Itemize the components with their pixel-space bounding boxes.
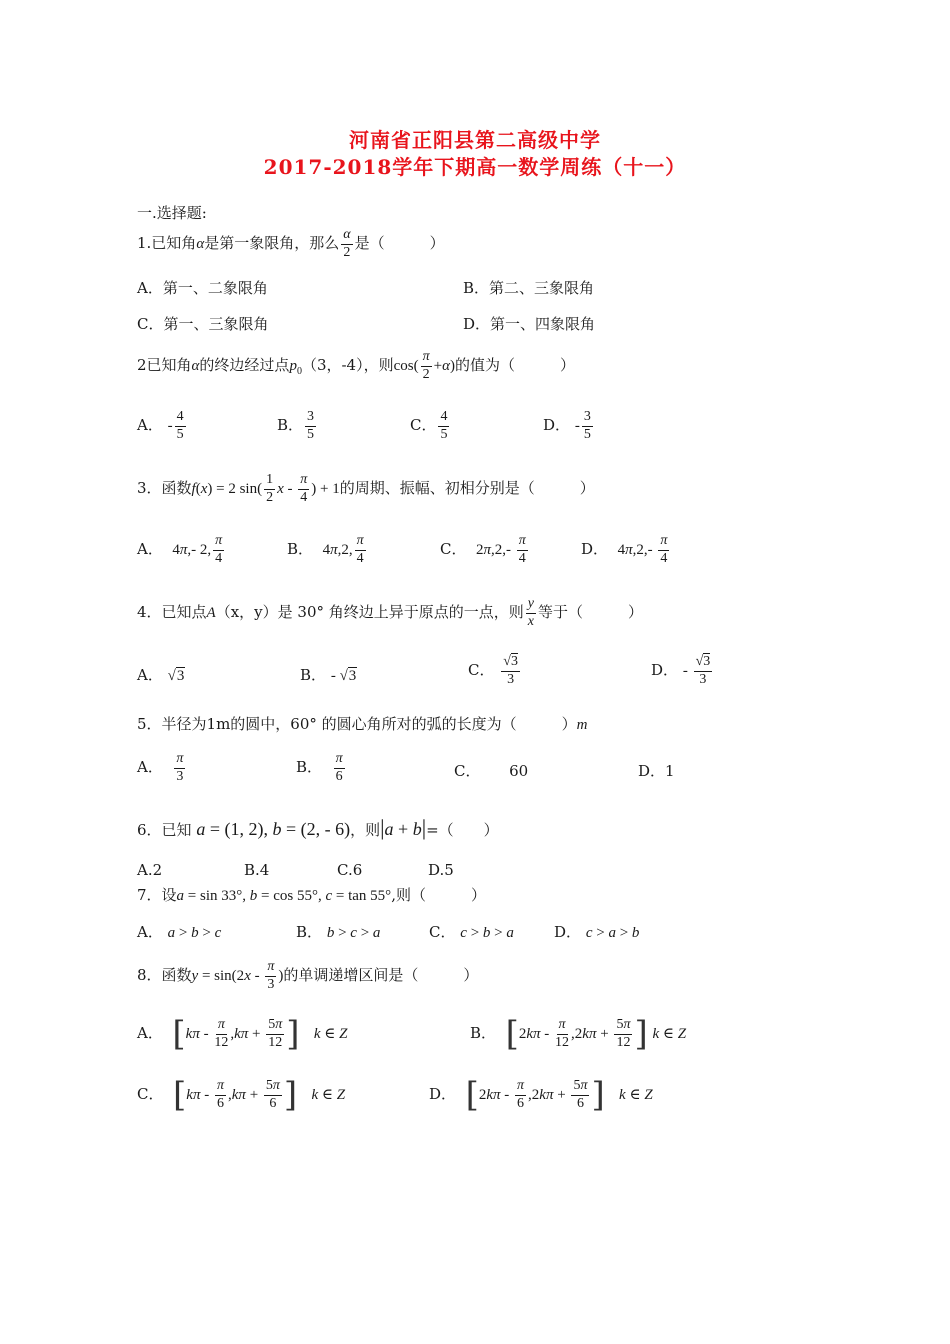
section-heading: 一.选择题: xyxy=(137,204,207,222)
q1-option-d: D．第一、四象限角 xyxy=(463,315,596,333)
question-2: 2已知角α的终边经过点$p_0(3$，-4），则cos( $\frac{\pi}{2}$ +α)的值为（ ） xyxy=(137,349,575,382)
q7-option-c: C． c > b > a xyxy=(429,923,514,941)
q4-option-d: D． - $\frac{√3}{3}$ xyxy=(651,654,711,687)
q4-option-a: A． √3 xyxy=(137,666,185,684)
q1-option-c: C．第一、三象限角 xyxy=(137,315,269,333)
q4-option-c: C． $\frac{√3}{3}$ xyxy=(468,654,518,687)
q8-option-a: A． [kπ - $\frac{\pi}{12}$ ,kπ + $\frac{5\pi}{12}$ ] k ∈ Z xyxy=(137,1014,348,1054)
q8-option-b: B． [2kπ - $\frac{\pi}{12}$ ,2kπ + $\frac{5\pi}{12}$ ] k ∈ Z xyxy=(470,1014,687,1054)
q5-option-a: A． $\frac{\pi}{3}$ xyxy=(137,751,184,784)
q2-option-d: D． - $\frac{3}{5}$ xyxy=(543,409,591,442)
q7-option-b: B． b > c > a xyxy=(296,923,381,941)
q3-option-d: D． 4π,2,- $\frac{\pi}{4}$ xyxy=(581,533,668,566)
question-5: 5．半径为1m的圆中，60° 的圆心角所对的弧的长度为（ ）m xyxy=(137,715,588,733)
q2-option-a: A． - $\frac{4}{5}$ xyxy=(137,409,184,442)
q8-option-d: D． [2kπ - $\frac{\pi}{6}$ ,2kπ + $\frac{5\pi}{6}$ ] k ∈ Z xyxy=(429,1075,653,1115)
q4-option-b: B． - √3 xyxy=(300,666,357,684)
question-4: 4．已知点A（x，y）是 30° 角终边上异于原点的一点，则 $\frac{y}{x}$ 等于（ ） xyxy=(137,596,644,629)
q8-option-c: C． [kπ - $\frac{\pi}{6}$ ,kπ + $\frac{5\pi}{6}$ ] k ∈ Z xyxy=(137,1075,346,1115)
q2-option-b: B． $\frac{3}{5}$ xyxy=(277,409,315,442)
q3-option-a: A． 4π,- 2, $\frac{\pi}{4}$ xyxy=(137,533,223,566)
question-3: 3．函数f(x) = 2 sin( $\frac{1}{2}$ x - $\frac{\pi}{4}$ ) + 1的周期、振幅、初相分别是（ ） xyxy=(137,472,595,505)
q6-option-c: C.6 xyxy=(337,861,363,879)
title-exam: 2017-2018学年下期高一数学周练（十一） xyxy=(263,155,687,179)
q6-option-a: A.2 xyxy=(137,861,163,879)
question-1: 1.已知角α是第一象限角，那么 $\frac{\alpha}{2}$ 是（ ） xyxy=(137,227,445,260)
q3-option-b: B． 4π,2, $\frac{\pi}{4}$ xyxy=(287,533,364,566)
title-school: 河南省正阳县第二高级中学 xyxy=(349,128,601,152)
q7-option-d: D． c > a > b xyxy=(554,923,640,941)
q6-option-b: B.4 xyxy=(244,861,270,879)
q5-option-b: B． $\frac{\pi}{6}$ xyxy=(296,751,343,784)
q1-option-b: B．第二、三象限角 xyxy=(463,279,595,297)
q6-option-d: D.5 xyxy=(428,861,454,879)
question-8: 8．函数y = sin(2x - $\frac{\pi}{3}$ )的单调递增区间是（ ） xyxy=(137,959,479,992)
q3-option-c: C． 2π,2,- $\frac{\pi}{4}$ xyxy=(440,533,526,566)
question-6: 6．已知 a = (1, 2), b = (2, - 6)，则|a + b|=（ ） xyxy=(137,815,499,840)
question-7: 7．设a = sin 33°, b = cos 55°, c = tan 55°,则（ ） xyxy=(137,886,486,904)
q7-option-a: A． a > b > c xyxy=(137,923,222,941)
q5-option-c: C． 60 xyxy=(454,762,529,780)
q2-option-c: C． $\frac{4}{5}$ xyxy=(410,409,448,442)
q5-option-d: D．1 xyxy=(638,762,675,780)
q1-option-a: A．第一、二象限角 xyxy=(137,279,268,297)
